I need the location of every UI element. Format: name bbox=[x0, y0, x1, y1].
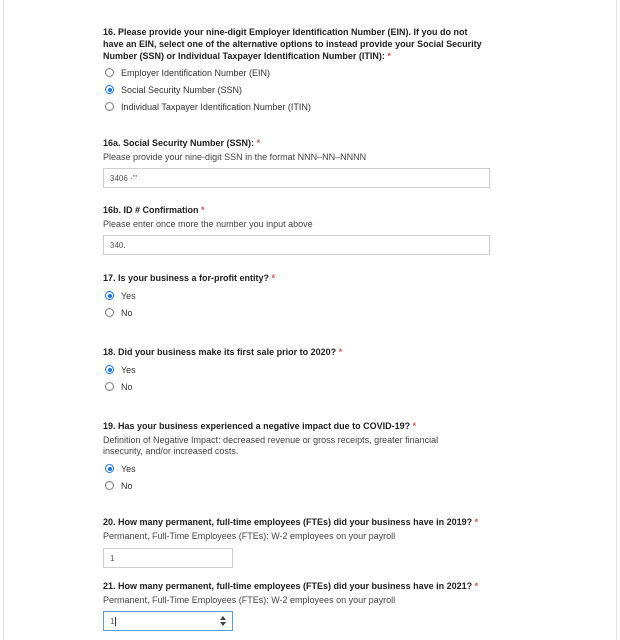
number-spinner[interactable] bbox=[220, 616, 226, 626]
question-18 bbox=[103, 346, 503, 395]
required-marker: * bbox=[387, 51, 391, 61]
required-marker: * bbox=[256, 138, 261, 148]
question-16a-title: 16a. Social Security Number (SSN): * bbox=[103, 138, 261, 148]
radio-yes[interactable] bbox=[105, 365, 114, 374]
question-19-description: Definition of Negative Impact: decreased revenue or gross receipts, greater financial insecurity, and/or increased costs. bbox=[103, 435, 439, 456]
radio-no[interactable] bbox=[105, 382, 114, 391]
question-16-title: 16. Please provide your nine-digit Employer Identification Number (EIN). If you do not have an EIN, select one of the alternative options to instead provide your Social Security Number (SSN) or Individual Taxpayer Identification Number (ITIN): * bbox=[103, 27, 482, 61]
radio-ein[interactable] bbox=[105, 68, 114, 77]
fte-2021-input[interactable]: 1 bbox=[103, 611, 233, 631]
question-21-title: 21. How many permanent, full-time employees (FTEs) did your business have in 2021? * bbox=[103, 581, 479, 591]
radio-yes[interactable] bbox=[105, 464, 114, 473]
covid-impact-option-group bbox=[103, 460, 523, 494]
ein-option-group bbox=[103, 64, 513, 115]
option-yes[interactable]: Yes bbox=[103, 460, 523, 477]
question-16a bbox=[103, 137, 503, 163]
radio-no[interactable] bbox=[105, 481, 114, 490]
question-19-title: 19. Has your business experienced a negative impact due to COVID-19? * bbox=[103, 421, 417, 431]
question-21-description: Permanent, Full-Time Employees (FTEs): W-2 employees on your payroll bbox=[103, 595, 396, 605]
required-marker: * bbox=[201, 205, 205, 215]
option-no[interactable]: No bbox=[103, 304, 503, 321]
question-21 bbox=[103, 580, 523, 606]
page-border-right bbox=[616, 0, 617, 640]
radio-ssn[interactable] bbox=[105, 85, 114, 94]
question-17-title: 17. Is your business a for-profit entity? * bbox=[103, 273, 276, 283]
for-profit-option-group bbox=[103, 287, 503, 321]
question-18-title: 18. Did your business make its first sale prior to 2020? * bbox=[103, 347, 343, 357]
question-16b bbox=[103, 204, 503, 230]
option-ssn[interactable]: Social Security Number (SSN) bbox=[103, 81, 513, 98]
question-19 bbox=[103, 420, 523, 494]
question-16b-description: Please enter once more the number you input above bbox=[103, 219, 313, 229]
question-16 bbox=[103, 26, 513, 115]
radio-itin[interactable] bbox=[105, 102, 114, 111]
option-no[interactable]: No bbox=[103, 477, 523, 494]
fte-2019-input[interactable]: 1 bbox=[103, 548, 233, 568]
radio-no[interactable] bbox=[105, 308, 114, 317]
option-itin[interactable]: Individual Taxpayer Identification Number (ITIN) bbox=[103, 98, 513, 115]
required-marker: * bbox=[474, 517, 479, 527]
question-20 bbox=[103, 516, 523, 542]
option-ein[interactable]: Employer Identification Number (EIN) bbox=[103, 64, 513, 81]
required-marker: * bbox=[338, 347, 343, 357]
radio-yes[interactable] bbox=[105, 291, 114, 300]
text-cursor bbox=[115, 617, 116, 626]
question-20-description: Permanent, Full-Time Employees (FTEs): W-2 employees on your payroll bbox=[103, 531, 396, 541]
first-sale-option-group bbox=[103, 361, 503, 395]
ssn-input[interactable]: 3406 ·''' bbox=[103, 168, 490, 188]
spinner-up-icon[interactable] bbox=[220, 616, 226, 620]
page-border-left bbox=[3, 0, 4, 640]
required-marker: * bbox=[412, 421, 417, 431]
id-confirmation-input[interactable]: 340. bbox=[103, 235, 490, 255]
option-yes[interactable]: Yes bbox=[103, 361, 503, 378]
required-marker: * bbox=[271, 273, 276, 283]
question-16b-title: 16b. ID # Confirmation * bbox=[103, 205, 205, 215]
spinner-down-icon[interactable] bbox=[220, 622, 226, 626]
required-marker: * bbox=[474, 581, 479, 591]
question-17 bbox=[103, 272, 503, 321]
option-yes[interactable]: Yes bbox=[103, 287, 503, 304]
question-16a-description: Please provide your nine-digit SSN in the format NNN–NN–NNNN bbox=[103, 152, 367, 162]
question-20-title: 20. How many permanent, full-time employees (FTEs) did your business have in 2019? * bbox=[103, 517, 479, 527]
option-no[interactable]: No bbox=[103, 378, 503, 395]
